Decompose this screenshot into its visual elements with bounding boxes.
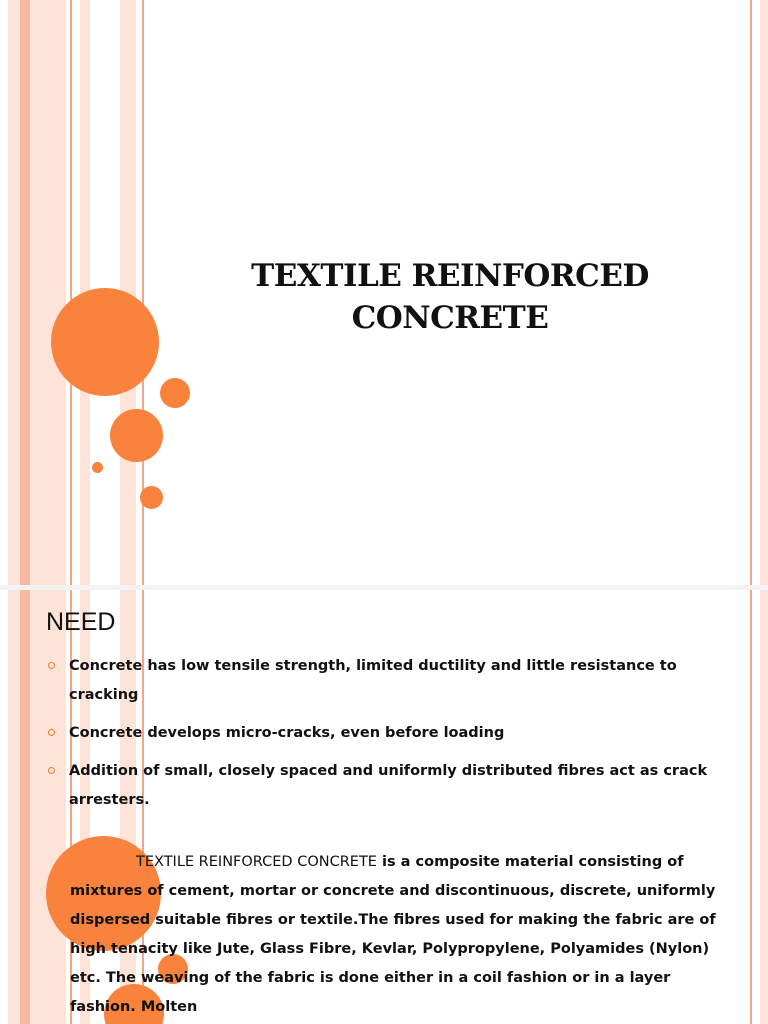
content-slide	[0, 590, 768, 1024]
decor-stripe	[30, 0, 66, 585]
decor-stripe	[70, 0, 72, 585]
bullet-list	[48, 652, 708, 824]
decor-circle	[92, 462, 103, 473]
decor-stripe	[750, 590, 752, 1024]
decor-circle	[140, 486, 163, 509]
decor-circle	[51, 288, 159, 396]
bullet-text: Addition of small, closely spaced and uniformly distributed fibres act as crack arresters.	[69, 763, 708, 808]
paragraph-lead: TEXTILE REINFORCED CONCRETE	[136, 854, 377, 870]
bullet-text: Concrete has low tensile strength, limited ductility and little resistance to cracking	[69, 658, 677, 703]
decor-stripe	[760, 590, 768, 1024]
bullet-text: Concrete develops micro-cracks, even before loading	[69, 725, 505, 741]
decor-stripe	[760, 0, 768, 585]
paragraph-text: is a composite material consisting of mixtures of cement, mortar or concrete and discontinuous, discrete, uniformly dispersed suitable fibres or textile.The fibres used for making the fabric are of high tenacity like Jute, Glass Fibre, Kevlar, Polypropylene, Polyamides (Nylon) etc. The weaving of the fabric is done either in a coil fashion or in a layer fashion. Molten	[70, 854, 716, 1015]
decor-stripe	[20, 0, 30, 585]
bullet-ring-icon	[48, 662, 55, 669]
decor-stripe	[750, 0, 752, 585]
list-item	[48, 757, 708, 815]
title-line: TEXTILE REINFORCED	[251, 258, 649, 294]
decor-stripe	[8, 0, 20, 585]
slide-title	[190, 255, 710, 339]
section-heading: NEED	[46, 608, 116, 636]
title-line: CONCRETE	[351, 300, 549, 336]
list-item	[48, 719, 708, 748]
bullet-ring-icon	[48, 767, 55, 774]
decor-stripe	[20, 590, 30, 1024]
decor-circle	[160, 378, 190, 408]
decor-stripe	[8, 590, 20, 1024]
bullet-ring-icon	[48, 729, 55, 736]
list-item	[48, 652, 708, 710]
body-paragraph	[70, 848, 720, 1022]
decor-circle	[110, 409, 163, 462]
